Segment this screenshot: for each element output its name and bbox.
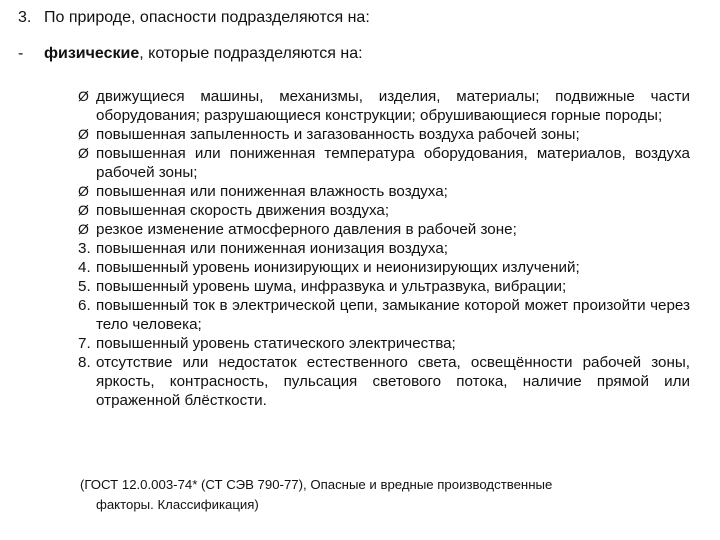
list-item xyxy=(78,87,690,125)
list-item-text: отсутствие или недостаток естественного света, освещённости рабочей зоны, яркость, контрасность, пульсация светового потока, наличие прямой или отраженной блёсткости. xyxy=(96,354,690,409)
list-item-text: повышенная или пониженная температура оборудования, материалов, воздуха рабочей зоны; xyxy=(96,145,690,181)
arrow-bullet-icon: Ø xyxy=(78,202,89,218)
section-heading-text: По природе, опасности подразделяются на: xyxy=(44,9,370,26)
section-heading xyxy=(18,9,370,27)
list-item xyxy=(78,277,690,296)
list-item xyxy=(78,144,690,182)
list-number: 6. xyxy=(78,297,91,314)
list-item-text: повышенный уровень шума, инфразвука и ультразвука, вибрации; xyxy=(96,278,567,295)
list-item xyxy=(78,201,690,220)
citation-line-2: факторы. Классификация) xyxy=(96,497,259,512)
list-item-text: повышенная или пониженная влажность воздуха; xyxy=(96,183,448,200)
list-item-text: движущиеся машины, механизмы, изделия, материалы; подвижные части оборудования; разрушающиеся конструкции; обрушивающиеся горные породы; xyxy=(96,88,690,124)
citation-line-1: (ГОСТ 12.0.003-74* (СТ СЭВ 790-77), Опасные и вредные производственные xyxy=(80,477,553,492)
list-number: 5. xyxy=(78,278,91,295)
list-item xyxy=(78,258,690,277)
citation xyxy=(80,475,690,515)
list-item-text: повышенный ток в электрической цепи, замыкание которой может произойти через тело человека; xyxy=(96,297,690,333)
hazard-list xyxy=(78,87,690,410)
list-item-text: повышенная скорость движения воздуха; xyxy=(96,202,390,219)
list-number: 8. xyxy=(78,354,91,371)
category-name: физические xyxy=(44,45,140,62)
list-item xyxy=(78,239,690,258)
list-number: 4. xyxy=(78,259,91,276)
list-item xyxy=(78,353,690,410)
list-number: 3. xyxy=(78,240,91,257)
list-item xyxy=(78,334,690,353)
category-dash: - xyxy=(18,45,24,62)
section-number: 3. xyxy=(18,9,32,26)
list-item xyxy=(78,296,690,334)
list-item-text: повышенная или пониженная ионизация воздуха; xyxy=(96,240,448,257)
list-item xyxy=(78,182,690,201)
list-item-text: резкое изменение атмосферного давления в рабочей зоне; xyxy=(96,221,517,238)
list-item-text: повышенный уровень ионизирующих и неионизирующих излучений; xyxy=(96,259,580,276)
arrow-bullet-icon: Ø xyxy=(78,183,89,199)
category-description: , которые подразделяются на: xyxy=(139,45,363,62)
category-heading xyxy=(18,45,363,63)
arrow-bullet-icon: Ø xyxy=(78,221,89,237)
list-item-text: повышенная запыленность и загазованность воздуха рабочей зоны; xyxy=(96,126,580,143)
arrow-bullet-icon: Ø xyxy=(78,126,89,142)
arrow-bullet-icon: Ø xyxy=(78,88,89,104)
list-number: 7. xyxy=(78,335,91,352)
list-item xyxy=(78,125,690,144)
list-item-text: повышенный уровень статического электричества; xyxy=(96,335,456,352)
arrow-bullet-icon: Ø xyxy=(78,145,89,161)
list-item xyxy=(78,220,690,239)
